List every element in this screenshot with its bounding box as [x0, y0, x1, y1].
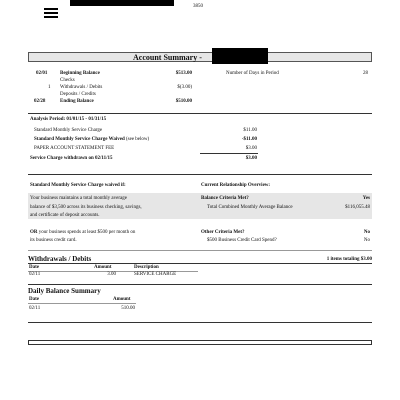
summary-row-desc: Ending Balance [60, 99, 94, 104]
combined-balance-label: Total Combined Monthly Average Balance [207, 205, 293, 210]
credit-card-spend-label: $500 Business Credit Card Spend? [207, 238, 277, 243]
column-header-date: Date [29, 297, 39, 302]
summary-row-date: 1 [48, 85, 51, 90]
daily-balance-date: 02/11 [29, 306, 41, 311]
waived-note: (see below) [126, 137, 150, 142]
waiver-text-line [30, 230, 135, 236]
footer-box [28, 340, 372, 345]
section-divider [28, 113, 372, 114]
analysis-row-label [34, 137, 149, 143]
analysis-period: Analysis Period: 01/01/15 - 01/31/15 [30, 117, 107, 122]
withdrawals-count: 1 items totaling $3.00 [326, 257, 372, 262]
days-in-period-label: Number of Days in Period [226, 71, 279, 76]
column-header-date: Date [29, 265, 39, 270]
redacted-account-number [212, 48, 268, 64]
days-in-period-value: 28 [363, 71, 368, 76]
waiver-text-line: and certificate of deposit accounts. [30, 213, 100, 218]
summary-row-desc: Checks [60, 78, 75, 83]
column-header-amount: Amount [113, 297, 131, 302]
column-header-amount: Amount [94, 265, 112, 270]
other-criteria-label: Other Criteria Met? [201, 230, 245, 235]
summary-row-amount: $(3.00) [177, 85, 192, 90]
combined-balance-value: $116,055.48 [345, 205, 370, 210]
service-charge-total-label: Service Charge withdrawn on 02/11/15 [30, 156, 113, 161]
withdrawals-title: Withdrawals / Debits [28, 255, 92, 263]
account-summary-title: Account Summary - [133, 53, 202, 62]
withdrawal-amount: 3.00 [107, 272, 116, 277]
analysis-row-value: $3.00 [245, 146, 257, 151]
page-number: 3850 [193, 4, 203, 9]
waiver-text-line: its business credit card. [30, 238, 77, 243]
summary-row-amount: $510.00 [175, 99, 192, 104]
section-divider [28, 284, 372, 285]
withdrawals-rule [28, 263, 372, 264]
waiver-text-line: Your business maintains a total monthly average [30, 196, 127, 201]
summary-row-desc: Deposits / Credits [60, 92, 96, 97]
analysis-row-value: -$11.00 [241, 137, 257, 142]
other-criteria-value: No [363, 230, 370, 235]
section-divider [28, 174, 372, 175]
column-header-description: Description [134, 265, 159, 270]
summary-row-amount: $513.00 [175, 71, 192, 76]
account-summary-banner [28, 52, 372, 62]
subtotal-rule [200, 153, 258, 154]
analysis-row-label: Standard Monthly Service Charge [34, 128, 103, 133]
section-divider [28, 322, 372, 323]
service-charge-total-value: $3.00 [245, 156, 257, 161]
summary-row-date: 02/01 [36, 71, 48, 76]
daily-balance-amount: 510.00 [121, 306, 135, 311]
header-rule [28, 303, 136, 304]
balance-criteria-value: Yes [362, 196, 370, 201]
withdrawal-date: 02/11 [29, 272, 41, 277]
credit-card-spend-value: No [363, 238, 370, 243]
waiver-text-line: balance of $3,500 across its business checking, savings, [30, 205, 142, 210]
relationship-heading: Current Relationship Overview: [201, 183, 271, 188]
bank-logo-icon [44, 8, 58, 18]
daily-balance-title: Daily Balance Summary [28, 287, 101, 295]
withdrawal-description: SERVICE CHARGE [134, 272, 177, 277]
or-word: OR [30, 230, 38, 235]
summary-row-desc: Withdrawals / Debits [60, 85, 103, 90]
analysis-row-value: $11.00 [243, 128, 257, 133]
analysis-row-label: PAPER ACCOUNT STATEMENT FEE [34, 146, 115, 151]
redacted-account-name [70, 0, 174, 6]
waived-label: Standard Monthly Service Charge Waived [34, 137, 125, 142]
waiver-heading: Standard Monthly Service Charge waived if: [30, 183, 126, 188]
balance-criteria-label: Balance Criteria Met? [201, 196, 249, 201]
section-divider [28, 250, 372, 251]
or-text: your business spends at least $500 per month on [37, 230, 136, 235]
summary-row-date: 02/28 [34, 99, 46, 104]
summary-row-desc: Beginning Balance [60, 71, 100, 76]
